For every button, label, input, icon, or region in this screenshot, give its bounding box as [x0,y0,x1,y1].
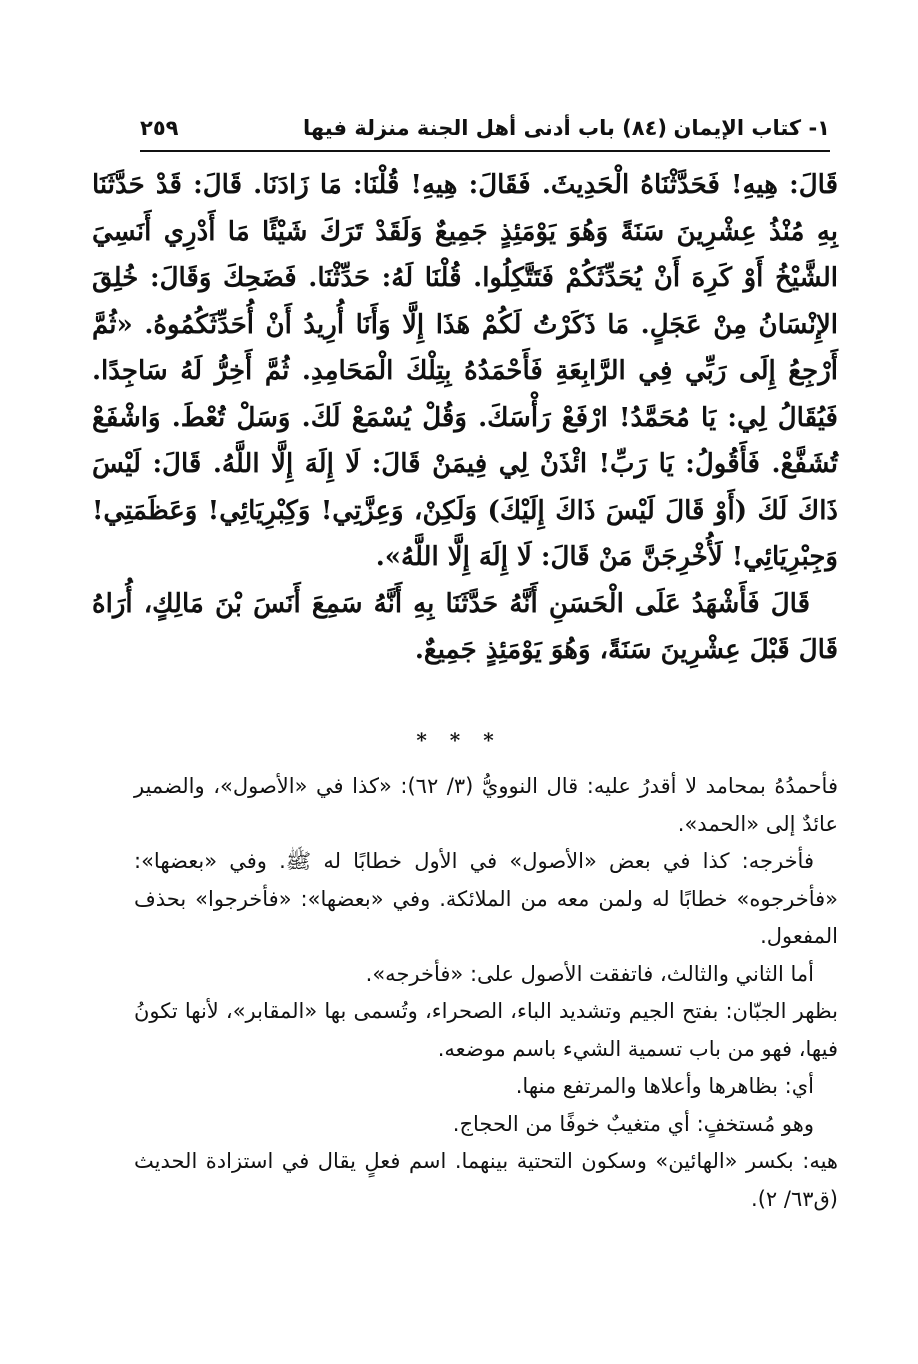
header-rule [140,150,830,152]
section-separator: * * * [416,728,502,752]
footnotes [134,768,838,1218]
footnote: فأخرجه: كذا في بعض «الأصول» في الأول خطابًا له ﷺ. وفي «بعضها»: «فأخرجوه» خطابًا له ولمن معه من الملائكة. وفي «بعضها»: «فأخرجوا» بحذف المفعول. [134,849,838,948]
footnote: أي: بظاهرها وأعلاها والمرتفع منها. [515,1074,814,1098]
footnote: وهو مُستخفٍ: أي متغيبٌ خوفًا من الحجاج. [452,1111,814,1136]
chapter-title: (٨٤) باب أدنى أهل الجنة منزلة فيها [302,116,668,140]
footnote: أما الثاني والثالث، فاتفقت الأصول على: «فأخرجه». [365,961,814,986]
hadith-paragraph: قَالَ فَأَشْهَدُ عَلَى الْحَسَنِ أَنَّهُ حَدَّثَنَا بِهِ أَنَّهُ سَمِعَ أَنَسَ بْنَ مَالِكٍ، أُرَاهُ قَالَ قَبْلَ عِشْرِينَ سَنَةً، وَهُوَ يَوْمَئِذٍ جَمِيعٌ. [92,588,838,665]
hadith-text [92,162,838,674]
footnote: بظهر الجبّان: بفتح الجيم وتشديد الباء، الصحراء، وتُسمى بها «المقابر»، لأنها تكونُ فيها، فهو من باب تسمية الشيء باسم موضعه. [134,999,838,1061]
book-title: ١- كتاب الإيمان [673,116,830,140]
footnote: فأحمدُهُ بمحامد لا أقدرُ عليه: قال النوويُّ (٣/ ٦٢): «كذا في «الأصول»، والضمير عائدٌ إلى «الحمد». [134,774,838,836]
footnote: هيه: بكسر «الهائين» وسكون التحتية بينهما. اسم فعلٍ يقال في استزادة الحديث (ق٦٣/ ٢). [134,1149,838,1211]
page-number: ٢٥٩ [140,116,179,140]
hadith-paragraph: قَالَ: هِيهِ! فَحَدَّثْنَاهُ الْحَدِيثَ. فَقَالَ: هِيهِ! قُلْنَا: مَا زَادَنَا. قَالَ: قَدْ حَدَّثَنَا بِهِ مُنْذُ عِشْرِينَ سَنَةً وَهُوَ يَوْمَئِذٍ جَمِيعٌ وَلَقَدْ تَرَكَ شَيْئًا مَا أَدْرِي أَنَسِيَ الشَّيْخُ أَوْ كَرِهَ أَنْ يُحَدِّثَكُمْ فَتَتَّكِلُوا. قُلْنَا لَهُ: حَدِّثْنَا. فَضَحِكَ وَقَالَ: خُلِقَ الإِنْسَانُ مِنْ عَجَلٍ. مَا ذَكَرْتُ لَكُمْ هَذَا إِلَّا وَأَنَا أُرِيدُ أَنْ أُحَدِّثَكُمُوهُ. «ثُمَّ أَرْجِعُ إِلَى رَبِّي فِي الرَّابِعَةِ فَأَحْمَدُهُ بِتِلْكَ الْمَحَامِدِ. ثُمَّ أَخِرُّ لَهُ سَاجِدًا. فَيُقَالُ لِي: يَا مُحَمَّدُ! ارْفَعْ رَأْسَكَ. وَقُلْ يُسْمَعْ لَكَ. وَسَلْ تُعْطَ. وَاشْفَعْ تُشَفَّعْ. فَأَقُولُ: يَا رَبِّ! ائْذَنْ لِي فِيمَنْ قَالَ: لَا إِلَهَ إِلَّا اللَّهُ. قَالَ: لَيْسَ ذَاكَ لَكَ (أَوْ قَالَ لَيْسَ ذَاكَ إِلَيْكَ) وَلَكِنْ، وَعِزَّتِي! وَكِبْرِيَائِي! وَعَظَمَتِي! وَجِبْرِيَائِي! لَأُخْرِجَنَّ مَنْ قَالَ: لَا إِلَهَ إِلَّا اللَّهُ». [92,170,838,572]
running-header [140,112,830,148]
